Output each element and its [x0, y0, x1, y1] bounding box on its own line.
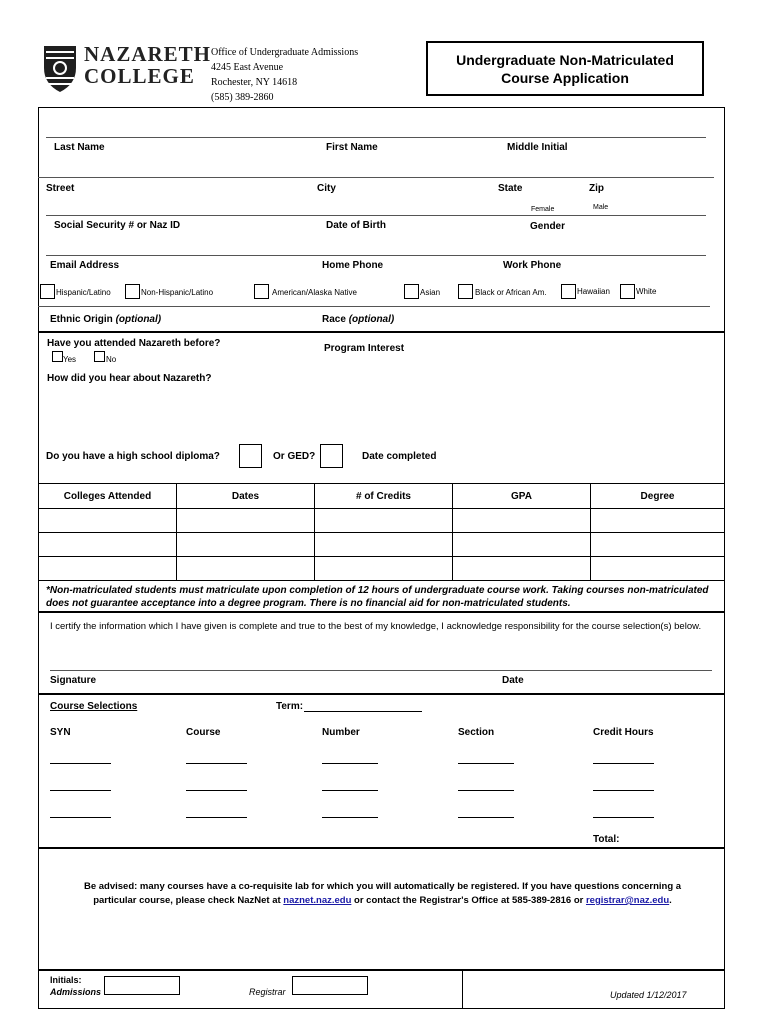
black-checkbox[interactable]: [458, 284, 473, 299]
id-line[interactable]: [46, 215, 706, 216]
home-phone-label: Home Phone: [322, 260, 384, 271]
black-label: Black or African Am.: [475, 288, 547, 297]
asian-checkbox[interactable]: [404, 284, 419, 299]
non-hispanic-label: Non-Hispanic/Latino: [141, 288, 214, 297]
naznet-link[interactable]: naznet.naz.edu: [283, 895, 352, 906]
footer-divider: [38, 969, 725, 971]
form-title-line1: Undergraduate Non-Matriculated: [456, 52, 674, 68]
attended-question: Have you attended Nazareth before?: [47, 338, 221, 349]
advice-divider: [38, 847, 725, 849]
advice-line1: Be advised: many courses have a co-requisite lab for which you will automatically be registered. If you have questions concerning a: [83, 881, 682, 892]
hispanic-checkbox[interactable]: [40, 284, 55, 299]
gpa-col-header: GPA: [453, 484, 591, 509]
number-header: Number: [322, 727, 360, 738]
female-option[interactable]: Female: [531, 206, 555, 213]
signature-line[interactable]: [50, 670, 712, 671]
registrar-email-link[interactable]: registrar@naz.edu: [585, 895, 670, 906]
middle-initial-label: Middle Initial: [507, 142, 568, 153]
college-logo: [40, 42, 210, 94]
ethnicity-line: [38, 306, 710, 307]
table-row: [39, 509, 725, 533]
logo-line1: NAZARETH: [84, 42, 212, 66]
certify-text: I certify the information which I have given is complete and true to the best of my knowledge, I acknowledge responsibility for the course selection(s) below.: [50, 621, 702, 632]
white-label: White: [636, 287, 657, 296]
zip-label: Zip: [589, 183, 604, 194]
last-name-label: Last Name: [54, 142, 105, 153]
course-blank[interactable]: [458, 763, 514, 764]
course-blank[interactable]: [593, 790, 654, 791]
logo-line2: COLLEGE: [84, 64, 195, 88]
ethnic-origin-label: Ethnic Origin (optional): [50, 314, 162, 325]
credit-hours-header: Credit Hours: [593, 727, 654, 738]
degree-col-header: Degree: [591, 484, 725, 509]
diploma-checkbox[interactable]: [239, 444, 262, 468]
email-label: Email Address: [50, 260, 120, 271]
signature-label: Signature: [50, 675, 97, 686]
course-blank[interactable]: [50, 817, 111, 818]
course-selections-title: Course Selections: [50, 701, 138, 712]
section-header: Section: [458, 727, 495, 738]
initials-label: Initials:: [50, 975, 82, 985]
hawaiian-label: Hawaiian: [577, 287, 610, 296]
term-input-line[interactable]: [304, 711, 422, 712]
ssn-label: Social Security # or Naz ID: [54, 220, 181, 231]
gender-label: Gender: [530, 221, 566, 232]
advice-line2: particular course, please check NazNet at naznet.naz.edu or contact the Registrar's Office at 585-389-2816 or registrar@naz.edu.: [93, 895, 672, 906]
table-cell[interactable]: [315, 509, 453, 533]
street-label: Street: [46, 183, 75, 194]
total-label: Total:: [593, 834, 620, 845]
table-cell[interactable]: [39, 557, 177, 581]
table-cell[interactable]: [591, 557, 725, 581]
ged-question: Or GED?: [273, 451, 316, 462]
admissions-initials-box[interactable]: [104, 976, 180, 995]
updated-date: Updated 1/12/2017: [610, 990, 687, 1000]
table-row: [39, 557, 725, 581]
table-row: [39, 533, 725, 557]
admissions-label: Admissions: [50, 987, 102, 997]
name-line[interactable]: [46, 137, 706, 138]
courses-divider: [38, 693, 725, 695]
american-native-label: American/Alaska Native: [272, 288, 357, 297]
course-blank[interactable]: [186, 763, 247, 764]
table-cell[interactable]: [39, 533, 177, 557]
ged-checkbox[interactable]: [320, 444, 343, 468]
work-phone-label: Work Phone: [503, 260, 562, 271]
yes-label: Yes: [63, 355, 77, 364]
syn-header: SYN: [50, 727, 71, 738]
colleges-table: [38, 483, 725, 581]
table-cell[interactable]: [177, 509, 315, 533]
date-label: Date: [502, 675, 524, 686]
no-label: No: [106, 355, 117, 364]
form-title-box: [426, 41, 704, 96]
table-cell[interactable]: [453, 557, 591, 581]
date-completed-label: Date completed: [362, 451, 437, 462]
state-label: State: [498, 183, 523, 194]
american-native-checkbox[interactable]: [254, 284, 269, 299]
table-cell[interactable]: [591, 509, 725, 533]
registrar-initials-box[interactable]: [292, 976, 368, 995]
colleges-header-row: [39, 484, 725, 509]
certify-divider: [38, 611, 725, 613]
form-title-line2: Course Application: [501, 70, 629, 86]
first-name-label: First Name: [326, 142, 378, 153]
questions-divider: [38, 331, 725, 333]
dates-col-header: Dates: [177, 484, 315, 509]
term-label: Term:: [276, 701, 304, 712]
table-cell[interactable]: [39, 509, 177, 533]
course-blank[interactable]: [322, 817, 378, 818]
dob-label: Date of Birth: [326, 220, 386, 231]
table-cell[interactable]: [315, 533, 453, 557]
advice-text: [50, 880, 715, 908]
course-blank[interactable]: [322, 790, 378, 791]
course-header: Course: [186, 727, 221, 738]
contact-line[interactable]: [46, 255, 706, 256]
address-line2: Rochester, NY 14618: [211, 77, 298, 88]
course-blank[interactable]: [593, 817, 654, 818]
office-phone: (585) 389-2860: [211, 92, 274, 103]
course-blank[interactable]: [322, 763, 378, 764]
city-label: City: [317, 183, 336, 194]
hawaiian-checkbox[interactable]: [561, 284, 576, 299]
hear-question: How did you hear about Nazareth?: [47, 373, 212, 384]
male-option[interactable]: Male: [593, 204, 609, 211]
non-hispanic-checkbox[interactable]: [125, 284, 140, 299]
table-cell[interactable]: [177, 557, 315, 581]
registrar-label: Registrar: [249, 987, 286, 997]
diploma-question: Do you have a high school diploma?: [46, 451, 220, 462]
colleges-col-header: Colleges Attended: [39, 484, 177, 509]
white-checkbox[interactable]: [620, 284, 635, 299]
program-interest-label: Program Interest: [324, 343, 405, 354]
table-cell[interactable]: [453, 533, 591, 557]
course-blank[interactable]: [458, 817, 514, 818]
credits-col-header: # of Credits: [315, 484, 453, 509]
table-cell[interactable]: [177, 533, 315, 557]
yes-checkbox[interactable]: [52, 351, 63, 362]
hispanic-label: Hispanic/Latino: [56, 288, 111, 297]
table-cell[interactable]: [315, 557, 453, 581]
course-blank[interactable]: [50, 763, 111, 764]
shield-icon: [40, 42, 80, 94]
race-label: Race (optional): [322, 314, 395, 325]
course-blank[interactable]: [186, 817, 247, 818]
course-blank[interactable]: [593, 763, 654, 764]
office-name: Office of Undergraduate Admissions: [211, 47, 359, 58]
table-cell[interactable]: [453, 509, 591, 533]
asian-label: Asian: [420, 288, 441, 297]
course-blank[interactable]: [458, 790, 514, 791]
footer-sidebar-divider: [462, 969, 463, 1009]
no-checkbox[interactable]: [94, 351, 105, 362]
course-blank[interactable]: [186, 790, 247, 791]
office-address: [211, 45, 358, 105]
address-line[interactable]: [38, 177, 714, 178]
course-blank[interactable]: [50, 790, 111, 791]
address-line1: 4245 East Avenue: [211, 62, 284, 73]
table-cell[interactable]: [591, 533, 725, 557]
non-matriculated-notice: *Non-matriculated students must matriculate upon completion of 12 hours of undergraduate course work. Taking courses non-matriculated does not guarantee acceptance into a degree program. There is no financial aid for non-matriculated students.: [46, 585, 709, 609]
